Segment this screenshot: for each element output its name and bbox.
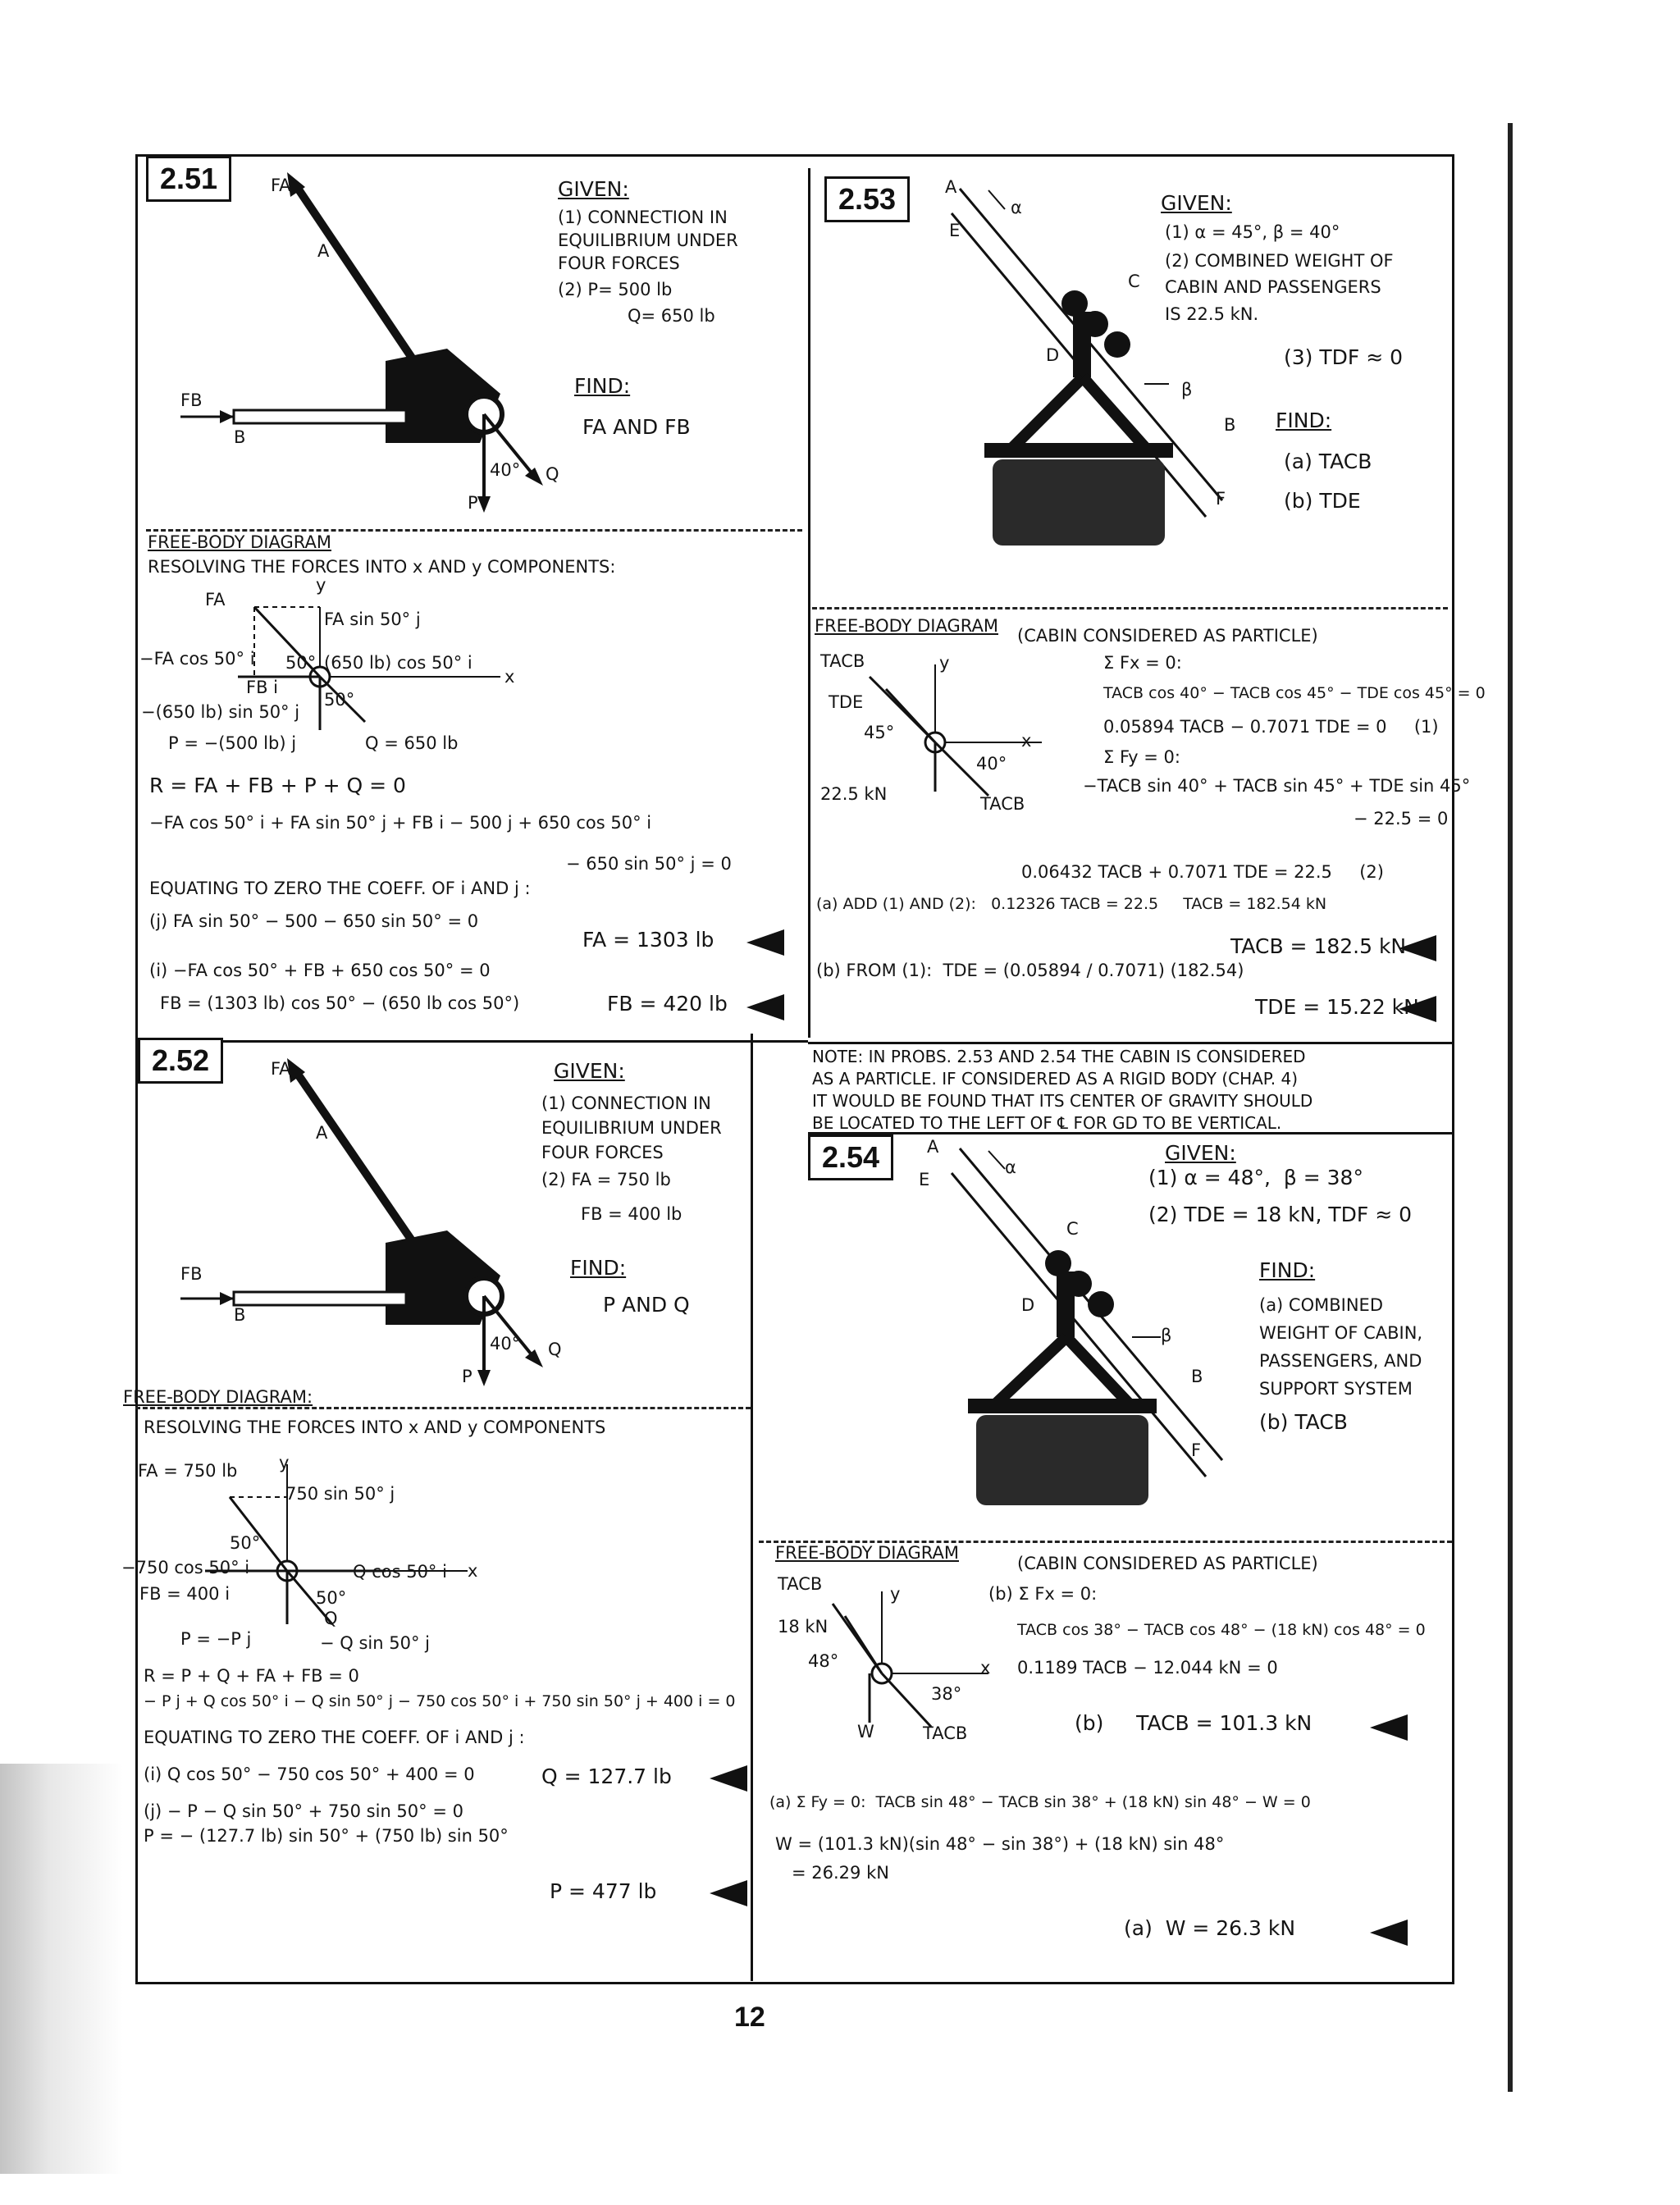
fbd253-tacb2: TACB <box>980 794 1025 814</box>
eq251-4: (j) FA sin 50° − 500 − 650 sin 50° = 0 <box>149 911 479 931</box>
eq252-5: P = − (127.7 lb) sin 50° + (750 lb) sin 50° <box>144 1826 509 1846</box>
fbd251-ang1: 50° <box>285 653 317 673</box>
fbd252-qcos: Q cos 50° i <box>353 1562 447 1582</box>
label-q: Q <box>546 464 559 484</box>
fbd253-40: 40° <box>976 754 1007 774</box>
eq253-7: (a) ADD (1) AND (2): 0.12326 TACB = 22.5 TACB = 182.54 kN <box>816 895 1327 913</box>
find-254-4: SUPPORT SYSTEM <box>1259 1379 1413 1399</box>
eq254-2: 0.1189 TACB − 12.044 kN = 0 <box>1017 1658 1278 1678</box>
given-253-4: IS 22.5 kN. <box>1165 304 1259 324</box>
fbd252-x: x <box>468 1561 478 1581</box>
answer-marker-icon <box>710 1765 747 1792</box>
fbd251-y: y <box>316 575 326 595</box>
fbd-sub-253: (CABIN CONSIDERED AS PARTICLE) <box>1017 626 1318 646</box>
fbd254-tacb2: TACB <box>923 1723 968 1743</box>
label-253-c: C <box>1128 272 1140 291</box>
given-253-1: (1) α = 45°, β = 40° <box>1165 222 1340 242</box>
given-252-4: (2) FA = 750 lb <box>541 1170 671 1189</box>
given-253-5: (3) TDF ≈ 0 <box>1284 345 1404 369</box>
answer-marker-icon <box>1370 1920 1408 1946</box>
note-line-4: BE LOCATED TO THE LEFT OF ℄ FOR GD TO BE VERTICAL. <box>812 1113 1282 1133</box>
label-254-alpha: α <box>1005 1157 1016 1177</box>
given-254-2: (2) TDE = 18 kN, TDF ≈ 0 <box>1148 1203 1412 1226</box>
fbd-title-253: FREE-BODY DIAGRAM <box>815 616 998 636</box>
find-title-253: FIND: <box>1276 409 1332 432</box>
eq254-6: = 26.29 kN <box>792 1863 889 1883</box>
given-title-253: GIVEN: <box>1161 191 1232 215</box>
find-title-254: FIND: <box>1259 1258 1316 1282</box>
eq252-1: − P j + Q cos 50° i − Q sin 50° j − 750 cos 50° i + 750 sin 50° j + 400 i = 0 <box>144 1692 736 1710</box>
fbd254-w: W <box>857 1722 874 1742</box>
eq251-0: R = FA + FB + P + Q = 0 <box>149 774 406 797</box>
eq252-0: R = P + Q + FA + FB = 0 <box>144 1666 359 1686</box>
answer-252-q: Q = 127.7 lb <box>541 1764 672 1788</box>
label-254-beta: β <box>1161 1326 1172 1345</box>
fbd-separator-253 <box>812 607 1448 609</box>
eq254-3: (b) TACB = 101.3 kN <box>1075 1711 1312 1735</box>
given-title-251: GIVEN: <box>558 177 629 201</box>
eq253-6: 0.06432 TACB + 0.7071 TDE = 22.5 (2) <box>1021 862 1384 882</box>
label-254-c: C <box>1066 1219 1079 1239</box>
label-254-e: E <box>919 1170 930 1189</box>
fbd254-tacb: TACB <box>778 1574 823 1594</box>
fbd254-38: 38° <box>931 1684 962 1704</box>
fbd253-tde: TDE <box>829 692 864 712</box>
find-title-252: FIND: <box>570 1256 627 1280</box>
fbd251-q-sin: −(650 lb) sin 50° j <box>141 702 300 722</box>
answer-marker-icon <box>746 929 784 956</box>
fbd252-ang1: 50° <box>230 1533 261 1553</box>
fbd251-x: x <box>504 667 515 687</box>
label-b: B <box>234 427 246 447</box>
fbd252-qsin: − Q sin 50° j <box>320 1633 430 1653</box>
fbd-sub-252: RESOLVING THE FORCES INTO x AND y COMPONENTS <box>144 1418 606 1437</box>
given-252-1: (1) CONNECTION IN <box>541 1093 711 1113</box>
find-252: P AND Q <box>603 1293 690 1317</box>
label-253-a: A <box>945 177 957 197</box>
eq254-5: W = (101.3 kN)(sin 48° − sin 38°) + (18 kN) sin 48° <box>775 1834 1225 1854</box>
fbd251-fa: FA <box>205 590 226 609</box>
eq254-0: (b) Σ Fx = 0: <box>988 1584 1098 1604</box>
eq251-6: FB = (1303 lb) cos 50° − (650 lb cos 50°) <box>160 993 520 1013</box>
given-253-2: (2) COMBINED WEIGHT OF <box>1165 251 1394 271</box>
find-title-251: FIND: <box>574 374 631 398</box>
fbd252-ang2: 50° <box>316 1588 347 1608</box>
given-251-5: Q= 650 lb <box>628 306 715 326</box>
given-252-2: EQUILIBRIUM UNDER <box>541 1118 722 1138</box>
label-b: B <box>234 1305 246 1325</box>
fbd251-ang2: 50° <box>324 690 355 710</box>
eq253-2: 0.05894 TACB − 0.7071 TDE = 0 (1) <box>1103 717 1439 737</box>
answer-marker-icon <box>746 994 784 1020</box>
fbd252-fa-cos: −750 cos 50° i <box>121 1558 250 1577</box>
label-fb: FB <box>180 1264 203 1284</box>
problem-number-251: 2.51 <box>146 156 231 202</box>
eq254-4: (a) Σ Fy = 0: TACB sin 48° − TACB sin 38° + (18 kN) sin 48° − W = 0 <box>769 1793 1311 1811</box>
note-line-3: IT WOULD BE FOUND THAT ITS CENTER OF GRAVITY SHOULD <box>812 1091 1313 1111</box>
find-253-a: (a) TACB <box>1284 450 1372 473</box>
fbd254-48: 48° <box>808 1651 839 1671</box>
column-divider-upper <box>808 168 810 1038</box>
answer-marker-icon <box>1399 996 1436 1022</box>
note-line-1: NOTE: IN PROBS. 2.53 AND 2.54 THE CABIN IS CONSIDERED <box>812 1047 1306 1066</box>
label-254-d: D <box>1021 1295 1035 1315</box>
fbd-sub-251: RESOLVING THE FORCES INTO x AND y COMPONENTS: <box>148 557 616 577</box>
eq252-2: EQUATING TO ZERO THE COEFF. OF i AND j : <box>144 1728 525 1747</box>
label-253-d: D <box>1046 345 1060 365</box>
fbd252-fa: FA = 750 lb <box>138 1461 238 1481</box>
eq251-5: (i) −FA cos 50° + FB + 650 cos 50° = 0 <box>149 961 491 980</box>
label-a: A <box>317 241 330 261</box>
fbd-title-252: FREE-BODY DIAGRAM: <box>123 1387 313 1407</box>
eq251-1: −FA cos 50° i + FA sin 50° j + FB i − 500 j + 650 cos 50° i <box>149 813 652 833</box>
fbd252-y: y <box>279 1453 290 1472</box>
fbd253-x: x <box>1021 731 1032 751</box>
label-p: P <box>462 1367 472 1386</box>
label-253-beta: β <box>1181 380 1193 399</box>
label-q: Q <box>548 1340 562 1359</box>
fbd251-fa-cos: −FA cos 50° i <box>139 649 255 669</box>
label-254-f: F <box>1191 1440 1202 1460</box>
given-251-3: FOUR FORCES <box>558 253 680 273</box>
label-fa: FA <box>271 176 291 195</box>
problem-number-254: 2.54 <box>808 1134 893 1180</box>
eq252-3: (i) Q cos 50° − 750 cos 50° + 400 = 0 <box>144 1764 475 1784</box>
answer-252-p: P = 477 lb <box>550 1879 657 1903</box>
fbd253-45: 45° <box>864 723 895 742</box>
figure-251 <box>164 164 591 525</box>
fbd253-tacb: TACB <box>820 651 865 671</box>
fbd252-p: P = −P j <box>180 1629 252 1649</box>
page-number: 12 <box>734 2002 765 2033</box>
label-253-e: E <box>949 221 961 240</box>
eq251-3: EQUATING TO ZERO THE COEFF. OF i AND j : <box>149 879 531 898</box>
label-fa: FA <box>271 1059 291 1079</box>
answer-marker-icon <box>710 1880 747 1906</box>
eq254-1: TACB cos 38° − TACB cos 48° − (18 kN) cos 48° = 0 <box>1017 1621 1426 1639</box>
find-253-b: (b) TDE <box>1284 489 1361 513</box>
answer-251-fa: FA = 1303 lb <box>582 928 714 952</box>
given-252-3: FOUR FORCES <box>541 1143 664 1162</box>
given-title-252: GIVEN: <box>554 1059 625 1083</box>
eq253-3: Σ Fy = 0: <box>1103 747 1180 767</box>
page-shadow <box>0 1764 123 2174</box>
fbd252-q: Q <box>324 1609 338 1628</box>
eq251-2: − 650 sin 50° j = 0 <box>566 854 732 874</box>
label-253-alpha: α <box>1011 198 1022 217</box>
given-251-2: EQUILIBRIUM UNDER <box>558 231 738 250</box>
note-line-2: AS A PARTICLE. IF CONSIDERED AS A RIGID BODY (CHAP. 4) <box>812 1069 1298 1089</box>
fbd254-y: y <box>890 1584 901 1604</box>
label-p: P <box>468 493 478 513</box>
fbd251-fb: FB i <box>246 678 278 697</box>
answer-253-tacb: TACB = 182.5 kN <box>1230 934 1407 958</box>
eq253-8: (b) FROM (1): TDE = (0.05894 / 0.7071) (182.54) <box>816 961 1244 980</box>
answer-marker-icon <box>1399 935 1436 961</box>
eq253-1: TACB cos 40° − TACB cos 45° − TDE cos 45° = 0 <box>1103 684 1486 702</box>
eq253-5: − 22.5 = 0 <box>1354 809 1449 829</box>
given-253-3: CABIN AND PASSENGERS <box>1165 277 1381 297</box>
label-angle: 40° <box>490 460 521 480</box>
label-254-a: A <box>927 1137 939 1157</box>
binder-edge <box>1508 123 1513 2092</box>
fbd252-fa-sin: 750 sin 50° j <box>285 1484 395 1504</box>
label-253-f: F <box>1216 489 1226 509</box>
given-251-4: (2) P= 500 lb <box>558 280 673 299</box>
row-divider-left <box>135 1040 808 1043</box>
label-angle: 40° <box>490 1334 521 1354</box>
fbd251-q-cos: (650 lb) cos 50° i <box>324 653 472 673</box>
fbd253-w: 22.5 kN <box>820 784 888 804</box>
find-254-1: (a) COMBINED <box>1259 1295 1383 1315</box>
note-divider <box>808 1042 1452 1044</box>
label-254-b: B <box>1191 1367 1203 1386</box>
find-254-2: WEIGHT OF CABIN, <box>1259 1323 1423 1343</box>
answer-253-tde: TDE = 15.22 kN <box>1255 995 1419 1019</box>
find-254-5: (b) TACB <box>1259 1410 1348 1434</box>
given-251-1: (1) CONNECTION IN <box>558 208 728 227</box>
problem-number-252: 2.52 <box>138 1038 223 1084</box>
fbd254-x: x <box>980 1658 991 1678</box>
column-divider-lower <box>751 1034 753 1981</box>
eq253-0: Σ Fx = 0: <box>1103 653 1182 673</box>
label-a: A <box>316 1123 328 1143</box>
eq254-7: (a) W = 26.3 kN <box>1124 1916 1296 1940</box>
fbd-title-251: FREE-BODY DIAGRAM <box>148 532 331 552</box>
given-254-1: (1) α = 48°, β = 38° <box>1148 1166 1363 1189</box>
given-title-254: GIVEN: <box>1165 1141 1236 1165</box>
fbd251-p: P = −(500 lb) j <box>168 733 297 753</box>
fbd251-q: Q = 650 lb <box>365 733 459 753</box>
fbd-sub-254: (CABIN CONSIDERED AS PARTICLE) <box>1017 1554 1318 1573</box>
given-252-5: FB = 400 lb <box>581 1204 682 1224</box>
eq253-4: −TACB sin 40° + TACB sin 45° + TDE sin 45° <box>1083 776 1471 796</box>
fbd-title-254: FREE-BODY DIAGRAM <box>775 1543 959 1563</box>
problem-number-253: 2.53 <box>824 176 910 222</box>
find-254-3: PASSENGERS, AND <box>1259 1351 1422 1371</box>
label-fb: FB <box>180 390 203 410</box>
find-251: FA AND FB <box>582 415 691 439</box>
eq252-4: (j) − P − Q sin 50° + 750 sin 50° = 0 <box>144 1801 463 1821</box>
fbd253-y: y <box>939 653 950 673</box>
fbd254-18kn: 18 kN <box>778 1617 829 1637</box>
label-253-b: B <box>1224 415 1236 435</box>
fbd252-fb: FB = 400 i <box>139 1584 231 1604</box>
fbd251-fa-sin: FA sin 50° j <box>324 609 421 629</box>
figure-252 <box>164 1054 591 1399</box>
answer-251-fb: FB = 420 lb <box>607 992 728 1016</box>
answer-marker-icon <box>1370 1714 1408 1741</box>
